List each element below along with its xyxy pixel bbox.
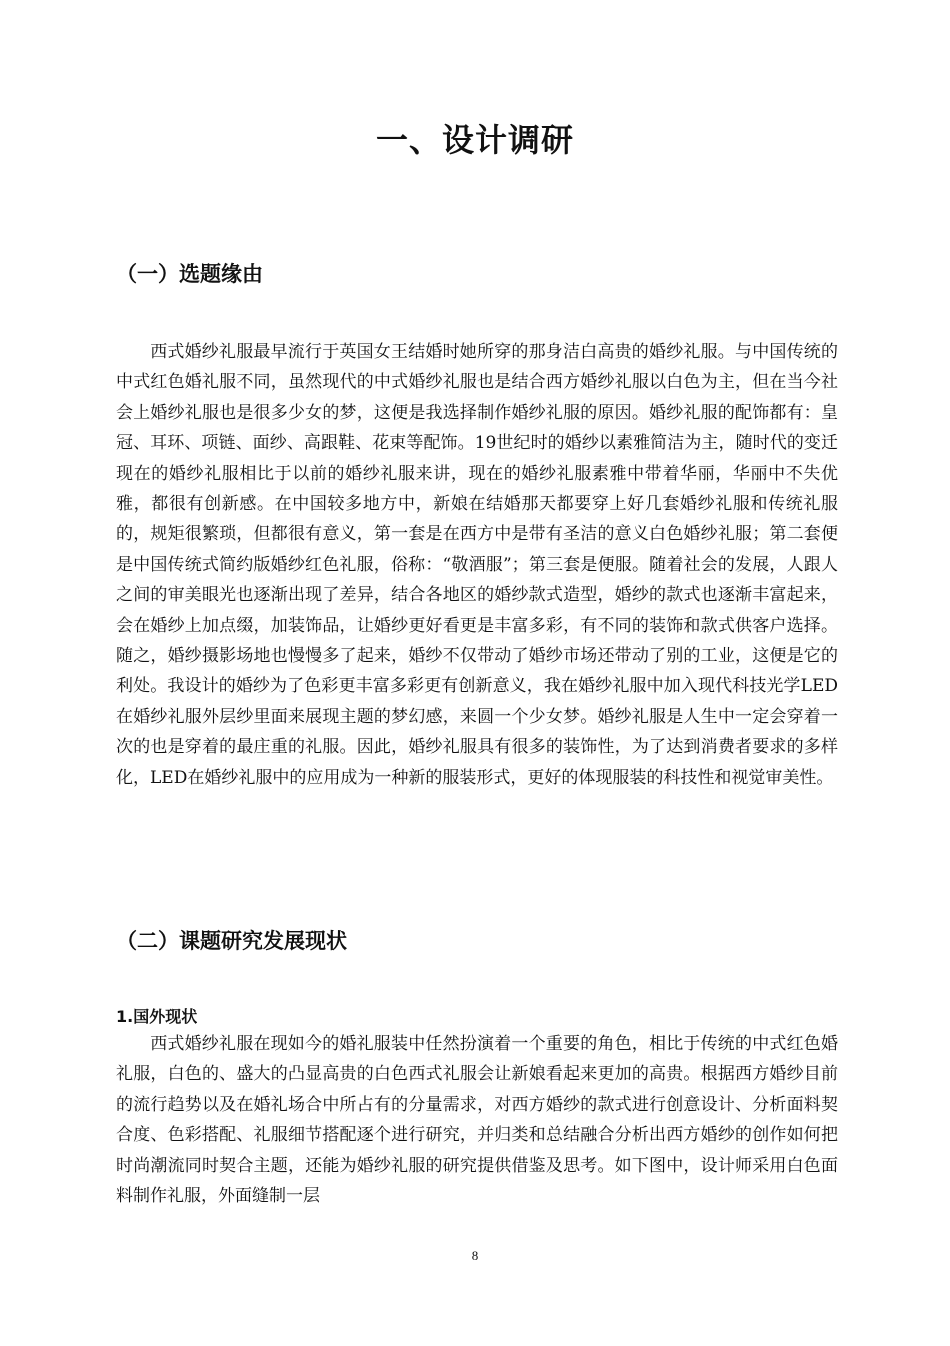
subsection-title-foreign-status: 1.国外现状 bbox=[116, 1007, 198, 1026]
section-title-research-status: （二）课题研究发展现状 bbox=[116, 929, 347, 953]
foreign-status-text: 西式婚纱礼服在现如今的婚礼服装中任然扮演着一个重要的角色，相比于传统的中式红色婚礼服，白色的、盛大的凸显高贵的白色西式礼服会让新娘看起来更加的高贵。根据西方婚纱目前的流行趋势以及在婚礼场合中所占有的分量需求，对西方婚纱的款式进行创意设计、分析面料契合度、色彩搭配、礼服细节搭配逐个进行研究，并归类和总结融合分析出西方婚纱的创作如何把时尚潮流同时契合主题，还能为婚纱礼服的研究提供借鉴及思考。如下图中，设计师采用白色面料制作礼服，外面缝制一层 bbox=[116, 1034, 838, 1207]
chapter-title: 一、设计调研 bbox=[375, 121, 574, 159]
section-title-topic-origin: （一）选题缘由 bbox=[116, 262, 263, 286]
topic-origin-paragraph bbox=[116, 337, 838, 793]
page-number: 8 bbox=[471, 1248, 479, 1263]
topic-origin-text: 西式婚纱礼服最早流行于英国女王结婚时她所穿的那身洁白高贵的婚纱礼服。与中国传统的中式红色婚礼服不同，虽然现代的中式婚纱礼服也是结合西方婚纱礼服以白色为主，但在当今社会上婚纱礼服也是很多少女的梦，这便是我选择制作婚纱礼服的原因。婚纱礼服的配饰都有：皇冠、耳环、项链、面纱、高跟鞋、花束等配饰。19世纪时的婚纱以素雅简洁为主，随时代的变迁现在的婚纱礼服相比于以前的婚纱礼服来讲，现在的婚纱礼服素雅中带着华丽，华丽中不失优雅，都很有创新感。在中国较多地方中，新娘在结婚那天都要穿上好几套婚纱礼服和传统礼服的，规矩很繁琐，但都很有意义，第一套是在西方中是带有圣洁的意义白色婚纱礼服；第二套便是中国传统式简约版婚纱红色礼服，俗称：“敬酒服”；第三套是便服。随着社会的发展，人跟人之间的审美眼光也逐渐出现了差异，结合各地区的婚纱款式造型，婚纱的款式也逐渐丰富起来，会在婚纱上加点缀，加装饰品，让婚纱更好看更是丰富多彩，有不同的装饰和款式供客户选择。随之，婚纱摄影场地也慢慢多了起来，婚纱不仅带动了婚纱市场还带动了别的工业，这便是它的利处。我设计的婚纱为了色彩更丰富多彩更有创新意义，我在婚纱礼服中加入现代科技光学LED在婚纱礼服外层纱里面来展现主题的梦幻感，来圆一个少女梦。婚纱礼服是人生中一定会穿着一次的也是穿着的最庄重的礼服。因此，婚纱礼服具有很多的装饰性，为了达到消费者要求的多样化，LED在婚纱礼服中的应用成为一种新的服装形式，更好的体现服装的科技性和视觉审美性。 bbox=[116, 342, 838, 788]
foreign-status-paragraph bbox=[116, 1029, 838, 1211]
